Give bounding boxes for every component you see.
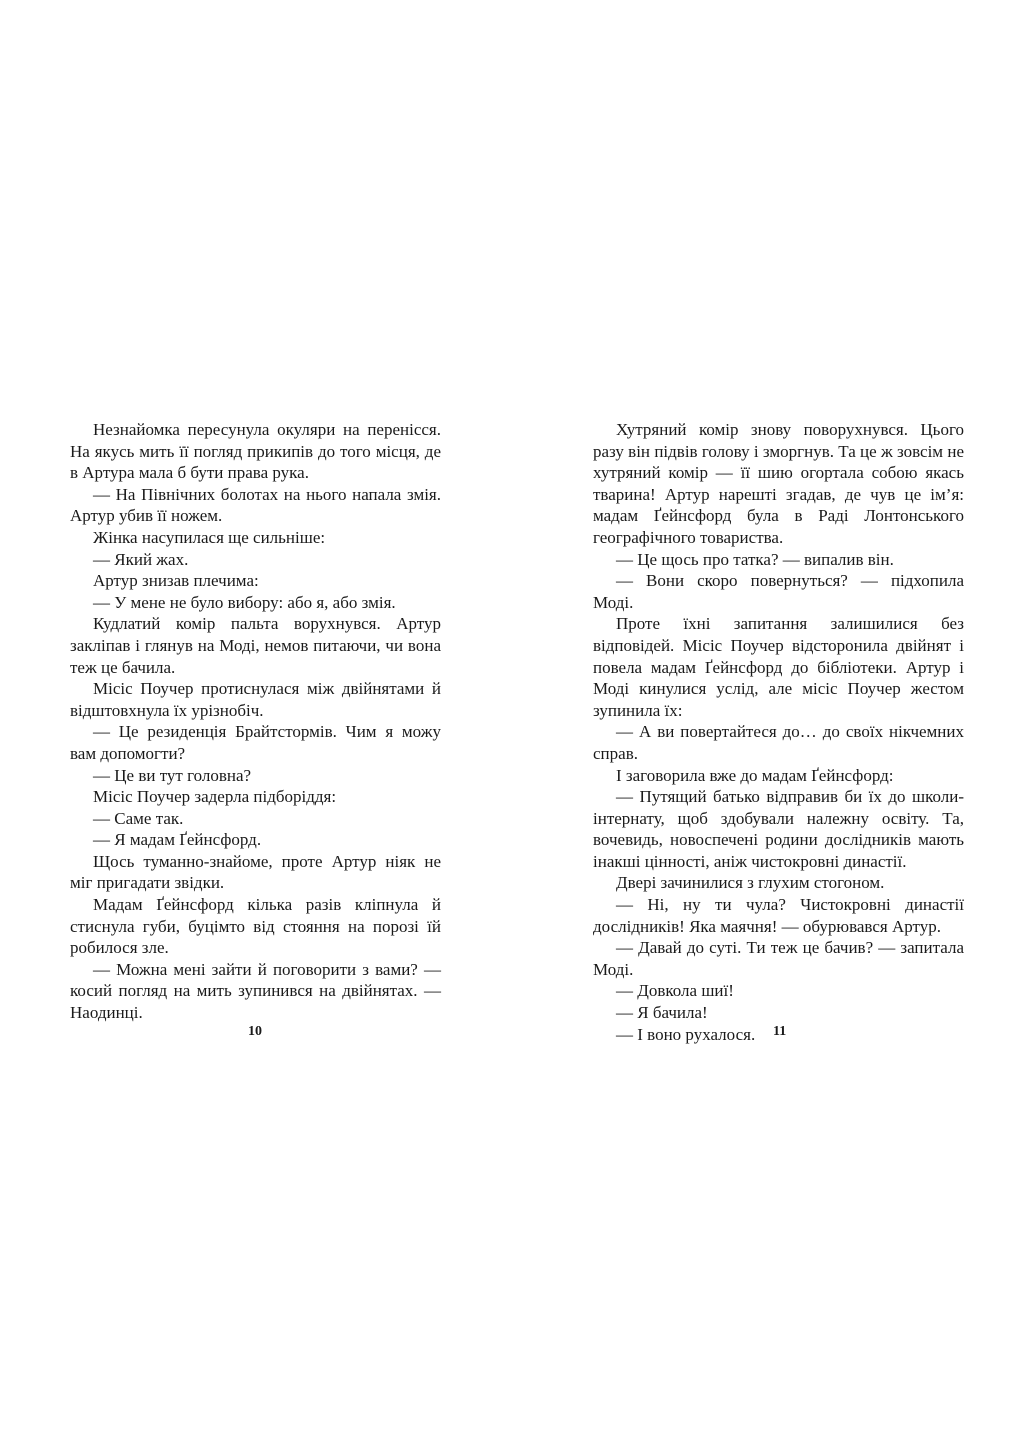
- right-page-text: [593, 419, 964, 1045]
- paragraph: — Це резиденція Брайтстормів. Чим я можу вам допомогти?: [70, 722, 441, 763]
- paragraph: Жінка насупилася ще сильніше:: [93, 527, 326, 547]
- paragraph: Щось туманно-знайоме, проте Артур ніяк не міг пригадати звідки.: [70, 851, 441, 893]
- paragraph: — Вони скоро повернуться? — підхопила Моді.: [593, 571, 964, 612]
- paragraph: — На Північних болотах на нього напала змія. Артур убив її ножем.: [70, 484, 441, 526]
- paragraph: І заговорила вже до мадам Ґейнсфорд:: [616, 765, 894, 785]
- paragraph: Незнайомка пересунула окуляри на перенісся. На якусь мить її погляд прикипів до того місця, де в Артура мала б бути права рука.: [70, 420, 441, 483]
- page-number-left: 10: [248, 1024, 262, 1039]
- paragraph: Кудлатий комір пальта ворухнувся. Артур закліпав і глянув на Моді, немов питаючи, чи вона теж це бачила.: [70, 614, 441, 677]
- paragraph: — А ви повертайтеся до… до своїх нікчемних справ.: [593, 722, 964, 763]
- paragraph: — Це щось про татка? — випалив він.: [616, 549, 894, 569]
- paragraph: — Ні, ну ти чула? Чистокровні династії дослідників! Яка маячня! — обурювався Артур.: [593, 895, 964, 936]
- paragraph: Місіс Поучер протиснулася між двійнятами й відштовхнула їх урізнобіч.: [70, 679, 441, 720]
- paragraph: — І воно рухалося.: [616, 1024, 756, 1044]
- paragraph: — Давай до суті. Ти теж це бачив? — запитала Моді.: [593, 938, 964, 979]
- paragraph: — Путящий батько відправив би їх до школи-інтернату, щоб здобували належну освіту. Та, вочевидь, новоспечені родини дослідників мають інакші цінності, аніж чистокровні династії.: [593, 787, 964, 871]
- paragraph: Артур знизав плечима:: [93, 571, 259, 591]
- paragraph: — Можна мені зайти й поговорити з вами? — косий погляд на мить зупинився на двійнятах. — Наодинці.: [70, 959, 441, 1023]
- paragraph: — У мене не було вибору: або я, або змія.: [93, 592, 396, 612]
- paragraph: Проте їхні запитання залишилися без відповідей. Місіс Поучер відсторонила двійнят і повела мадам Ґейнсфорд до бібліотеки. Артур і Моді кинулися услід, але місіс Поучер жестом зупинила їх:: [593, 614, 964, 720]
- paragraph: Двері зачинилися з глухим стогоном.: [616, 873, 885, 893]
- paragraph: — Я мадам Ґейнсфорд.: [93, 830, 262, 850]
- paragraph: — Саме так.: [93, 808, 184, 828]
- paragraph: — Який жах.: [93, 549, 189, 569]
- page-number-right: 11: [773, 1024, 787, 1039]
- paragraph: — Я бачила!: [616, 1003, 708, 1023]
- paragraph: — Довкола шиї!: [616, 981, 734, 1001]
- paragraph: Хутряний комір знову поворухнувся. Цього разу він підвів голову і зморгнув. Та це ж зовсім не хутряний комір — її шию огортала собою якась тварина! Артур нарешті згадав, де чув це ім’я: мадам Ґейнсфорд була в Раді Лонтонського географічного товариства.: [593, 420, 964, 547]
- paragraph: Місіс Поучер задерла підборіддя:: [93, 787, 337, 807]
- paragraph: Мадам Ґейнсфорд кілька разів кліпнула й стиснула губи, буцімто від стояння на порозі їй робилося зле.: [70, 895, 441, 958]
- left-page-text: [70, 419, 441, 1024]
- paragraph: — Це ви тут головна?: [93, 765, 252, 785]
